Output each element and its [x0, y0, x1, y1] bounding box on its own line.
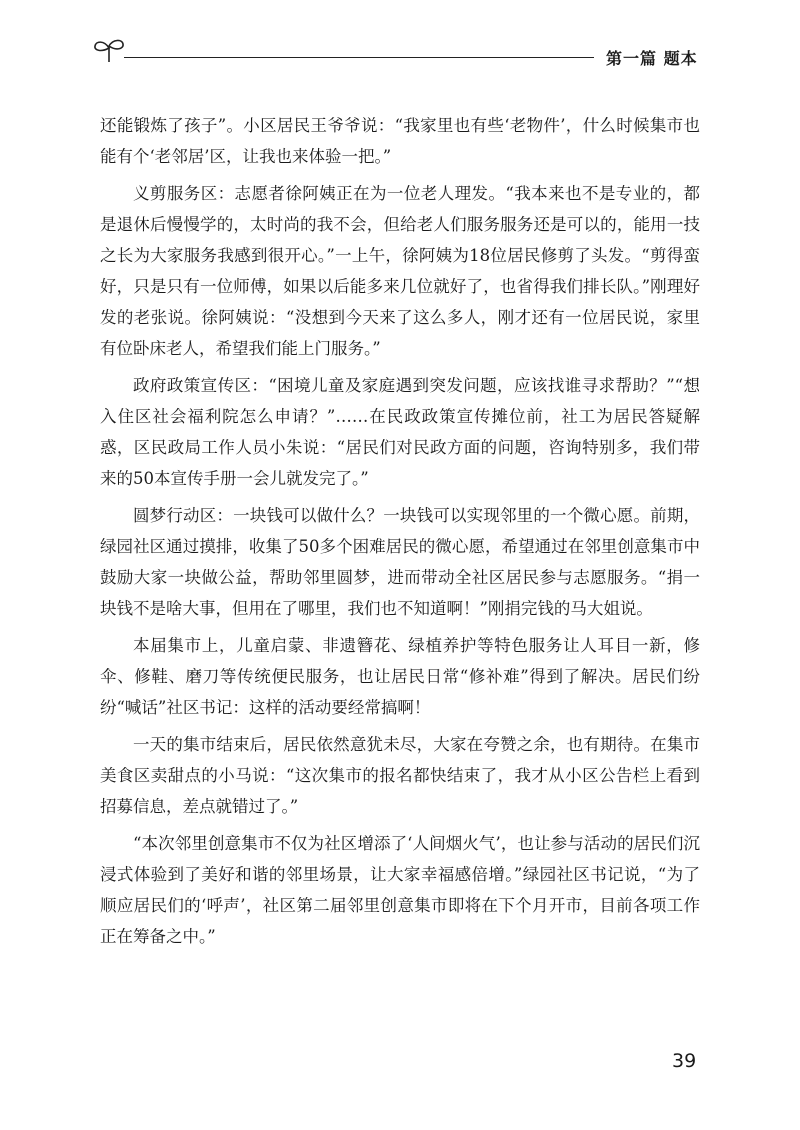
page-number: 39 — [672, 1050, 697, 1072]
paragraph-wish-area: 圆梦行动区：一块钱可以做什么？一块钱可以实现邻里的一个微心愿。前期，绿园社区通过摸排，收集了50多个困难居民的微心愿，希望通过在邻里创意集市中鼓励大家一块做公益，帮助邻里圆梦，进而带动全社区居民参与志愿服务。“捐一块钱不是啥大事，但用在了哪里，我们也不知道啊！”刚捐完钱的马大姐说。 — [100, 506, 700, 618]
paragraph-after-market: 一天的集市结束后，居民依然意犹未尽，大家在夸赞之余，也有期待。在集市美食区卖甜点的小马说：“这次集市的报名都快结束了，我才从小区公告栏上看到招募信息，差点就错过了。” — [100, 735, 700, 816]
paragraph-policy-area: 政府政策宣传区：“困境儿童及家庭遇到突发问题，应该找谁寻求帮助？”“想入住区社会福利院怎么申请？”……在民政政策宣传摊位前，社工为居民答疑解惑，区民政局工作人员小朱说：“居民们对民政方面的问题，咨询特别多，我们带来的50本宣传手册一会儿就发完了。” — [100, 376, 700, 488]
header-rule — [124, 57, 594, 58]
paragraph-market-services: 本届集市上，儿童启蒙、非遗簪花、绿植养护等特色服务让人耳目一新，修伞、修鞋、磨刀等传统便民服务，也让居民日常“修补难”得到了解决。居民们纷纷“喊话”社区书记：这样的活动要经常搞啊！ — [100, 636, 700, 717]
paragraph-continued: 还能锻炼了孩子”。小区居民王爷爷说：“我家里也有些‘老物件’，什么时候集市也能有个‘老邻居’区，让我也来体验一把。” — [100, 116, 700, 166]
article-body — [100, 110, 700, 958]
section-title: 第一篇 题本 — [606, 49, 698, 68]
paragraph-secretary-quote: “本次邻里创意集市不仅为社区增添了‘人间烟火气’，也让参与活动的居民们沉浸式体验到了美好和谐的邻里场景，让大家幸福感倍增。”绿园社区书记说，“为了顺应居民们的‘呼声’，社区第二届邻里创意集市即将在下个月开市，目前各项工作正在筹备之中。” — [100, 834, 700, 946]
sprout-logo-icon — [92, 36, 126, 64]
paragraph-haircut-area: 义剪服务区：志愿者徐阿姨正在为一位老人理发。“我本来也不是专业的，都是退休后慢慢学的，太时尚的我不会，但给老人们服务服务还是可以的，能用一技之长为大家服务我感到很开心。”一上午，徐阿姨为18位居民修剪了头发。“剪得蛮好，只是只有一位师傅，如果以后能多来几位就好了，也省得我们排长队。”刚理好发的老张说。徐阿姨说：“没想到今天来了这么多人，刚才还有一位居民说，家里有位卧床老人，希望我们能上门服务。” — [100, 184, 700, 358]
